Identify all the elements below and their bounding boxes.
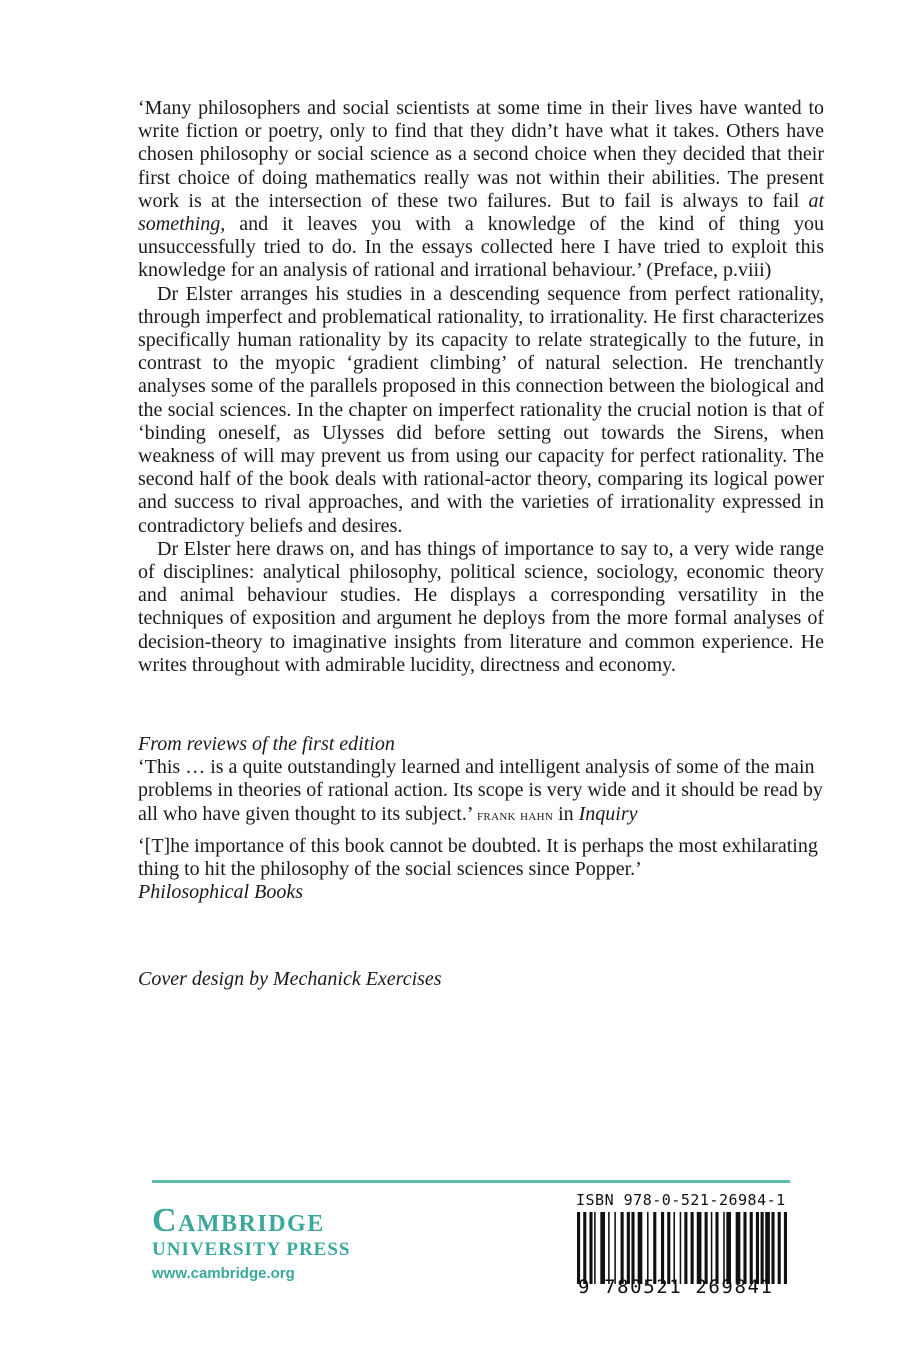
barcode-bar <box>583 1212 586 1284</box>
barcode-bar <box>711 1212 713 1284</box>
reviews-heading: From reviews of the first edition <box>138 733 395 755</box>
barcode-bar <box>653 1212 656 1284</box>
blurb-quote-text: ‘Many philosophers and social scientists at some time in their lives have wanted to write fiction or poetry, only to find that they didn’t have what it takes. Others have chosen philosophy or social science as a second choice when they decided that their first choice of doing mathematics really was not within their abilities. The present work is at the intersection of these two failures. But to fail is always to fail <box>138 97 824 212</box>
barcode-bar <box>726 1212 731 1284</box>
barcode-bar <box>627 1212 630 1284</box>
review-hahn <box>138 756 824 827</box>
barcode-bar <box>647 1212 649 1284</box>
blurb-quote-end: and it leaves you with a knowledge of the kind of thing you unsuccessfully tried to do. In the essays collected here I have tried to exploit this knowledge for an analysis of rational and irrational behaviour.’ (Preface, p.viii) <box>138 213 824 282</box>
barcode-bar <box>761 1212 764 1284</box>
barcode-bar <box>673 1212 675 1284</box>
barcode-bar <box>715 1212 718 1284</box>
barcode-block <box>576 1191 790 1286</box>
blurb <box>138 97 824 677</box>
reviews-section <box>138 733 824 904</box>
barcode-bar <box>667 1212 670 1284</box>
barcode-bar <box>736 1212 741 1284</box>
barcode-bar <box>638 1212 643 1284</box>
barcode-bar <box>621 1212 624 1284</box>
barcode-bar <box>589 1212 592 1284</box>
barcode-bar <box>691 1212 694 1284</box>
barcode-bar <box>608 1212 610 1284</box>
barcode-bar <box>680 1212 682 1284</box>
review-philbooks-text: ‘[T]he importance of this book cannot be doubted. It is perhaps the most exhilarating thing to hit the philosophy of the social sciences since Popper.’ <box>138 834 818 881</box>
barcode-bar <box>577 1212 580 1284</box>
barcode-bar <box>756 1212 759 1284</box>
barcode-icon <box>576 1212 788 1286</box>
review-hahn-author: frank hahn <box>477 806 554 824</box>
barcode-bar <box>600 1212 605 1284</box>
review-hahn-text: ‘This … is a quite outstandingly learned and intelligent analysis of some of the main problems in theories of rational action. Its scope is very wide and it should be read by all who have given thought to its subject.’ <box>138 756 823 825</box>
barcode-bar <box>705 1212 708 1284</box>
barcode-bar <box>723 1212 725 1284</box>
blurb-quote-italic: at something, <box>138 189 824 236</box>
barcode-bar <box>750 1212 753 1284</box>
barcode-digits: 9 780521 269841 <box>578 1276 774 1298</box>
blurb-paragraph-3: Dr Elster here draws on, and has things of importance to say to, a very wide range of disciplines: analytical philosophy, political science, sociology, economic theory and animal behaviour studies. He displays a corresponding versatility in the techniques of exposition and argument he deploys from the more formal analyses of decision-theory to imaginative insights from literature and common experience. He writes throughout with admirable lucidity, directness and economy. <box>138 537 824 676</box>
barcode-bar <box>614 1212 616 1284</box>
barcode-bar <box>778 1212 781 1284</box>
review-philbooks-source: Philosophical Books <box>138 881 303 904</box>
barcode-bar <box>784 1212 787 1284</box>
barcode-bar <box>594 1212 596 1284</box>
blurb-paragraph-2: Dr Elster arranges his studies in a descending sequence from perfect rationality, through imperfect and problematical rationality, to irrationality. He first characterizes specifically human rationality by its capacity to relate strategically to the future, in contrast to the myopic ‘gradient climbing’ of natural selection. He trenchantly analyses some of the parallels proposed in this connection between the biological and the social sciences. In the chapter on imperfect rationality the crucial notion is that of ‘binding oneself, as Ulysses did before setting out towards the Sirens, when weakness of will may prevent us from using our capacity for perfect rationality. The second half of the book deals with rational-actor theory, comparing its logical power and success to rival approaches, and with the varieties of irrationality expressed in contradictory beliefs and desires. <box>138 282 824 537</box>
isbn-label: ISBN 978-0-521-26984-1 <box>576 1191 786 1209</box>
divider-rule <box>152 1180 790 1183</box>
publisher-logo <box>152 1202 351 1282</box>
barcode-bar <box>743 1212 746 1284</box>
barcode-bar <box>697 1212 702 1284</box>
publisher-subtitle: UNIVERSITY PRESS <box>152 1239 351 1260</box>
blurb-quote <box>138 97 824 283</box>
cover-credit: Cover design by Mechanick Exercises <box>138 968 442 990</box>
barcode-bar <box>684 1212 687 1284</box>
review-hahn-source: Inquiry <box>578 802 638 825</box>
publisher-name: Cambridge <box>152 1202 325 1239</box>
review-philbooks <box>138 835 824 905</box>
barcode-bar <box>661 1212 664 1284</box>
barcode-bar <box>765 1212 770 1284</box>
barcode-bar <box>771 1212 774 1284</box>
publisher-url[interactable]: www.cambridge.org <box>152 1265 295 1282</box>
barcode-bar <box>631 1212 634 1284</box>
review-hahn-in: in <box>558 802 574 825</box>
